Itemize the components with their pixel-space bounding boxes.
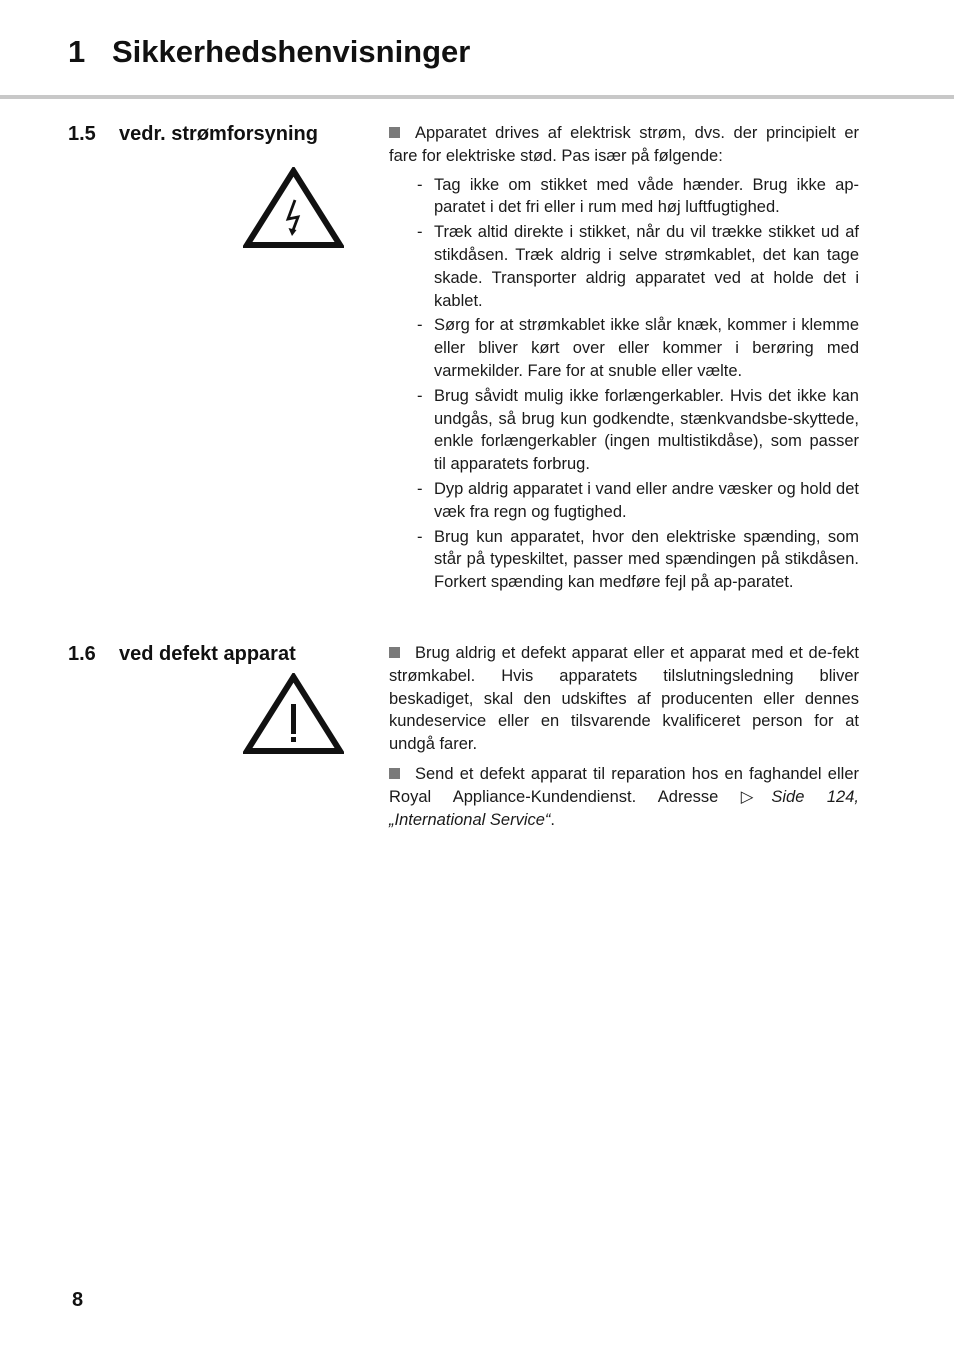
chapter-number: 1 xyxy=(68,34,86,69)
dash-bullet: - xyxy=(417,527,423,546)
chapter-title xyxy=(68,34,470,70)
dash-bullet: - xyxy=(417,223,423,242)
general-warning-icon xyxy=(243,673,344,755)
square-bullet-icon xyxy=(389,768,400,779)
dash-bullet: - xyxy=(417,386,423,405)
list-item-text: Brug kun apparatet, hvor den elektriske spænding, som står på typeskiltet, passer med spændingen på stikdåsen. Forkert spænding kan medføre fejl på ap-paratet. xyxy=(434,527,859,592)
paragraph xyxy=(389,763,859,831)
list-item-text: Tag ikke om stikket med våde hænder. Brug ikke ap-paratet i det fri eller i rum med høj luftfugtighed. xyxy=(434,175,859,217)
chapter-title-text: Sikkerhedshenvisninger xyxy=(112,34,471,69)
square-bullet-icon xyxy=(389,647,400,658)
dash-bullet: - xyxy=(417,479,423,498)
list-item xyxy=(389,314,859,382)
electric-hazard-warning-icon xyxy=(243,167,344,249)
section-heading-1-6 xyxy=(68,643,296,666)
square-bullet-icon xyxy=(389,127,400,138)
sentence-end: . xyxy=(550,810,556,829)
dash-bullet: - xyxy=(417,316,423,335)
section-title: vedr. strømforsyning xyxy=(119,123,318,145)
dash-bullet: - xyxy=(417,175,423,194)
safety-list xyxy=(389,174,859,594)
intro-paragraph xyxy=(389,122,859,168)
list-item xyxy=(389,221,859,312)
section-number: 1.5 xyxy=(68,123,96,145)
section-1-6-body xyxy=(389,642,859,831)
list-item xyxy=(389,526,859,594)
list-item xyxy=(389,478,859,524)
page-number: 8 xyxy=(72,1289,84,1311)
paragraph xyxy=(389,642,859,756)
chapter-header xyxy=(0,0,954,99)
list-item-text: Dyp aldrig apparatet i vand eller andre væsker og hold det væk fra regn og fugtighed. xyxy=(434,479,859,521)
section-heading-1-5 xyxy=(68,123,318,146)
cross-reference-arrow-icon: ▷ xyxy=(740,787,772,806)
list-item-text: Træk altid direkte i stikket, når du vil trække stikket ud af stikdåsen. Træk aldrig i selve strømkablet, det kan tage skade. Transporter aldrig apparatet ved at holde det i kablet. xyxy=(434,223,859,310)
list-item xyxy=(389,385,859,476)
list-item-text: Sørg for at strømkablet ikke slår knæk, kommer i klemme eller bliver kørt over eller kommer i berøring med varmekilder. Fare for at snuble eller vælte. xyxy=(434,316,859,380)
list-item xyxy=(389,174,859,220)
cross-reference-link[interactable]: Side 124, „International Service“ xyxy=(389,787,859,829)
intro-text: Apparatet drives af elektrisk strøm, dvs. der principielt er fare for elektriske stød. Pas især på følgende: xyxy=(389,124,859,165)
section-1-5-body xyxy=(389,122,859,596)
paragraph-text: Brug aldrig et defekt apparat eller et apparat med et de-fekt strømkabel. Hvis apparatets tilslutningsledning bliver beskadiget, skal den udskiftes af producenten eller dennes kundeservice eller en tilsvarende kvalificeret person for at undgå farer. xyxy=(389,644,859,754)
list-item-text: Brug såvidt mulig ikke forlængerkabler. Hvis det ikke kan undgås, så brug kun godkendte, stænkvandsbe-skyttede, enkle forlængerkabler (ingen multistikdåse), som passer til apparatets forbrug. xyxy=(434,386,859,474)
section-number: 1.6 xyxy=(68,643,96,665)
paragraph-text: Send et defekt apparat til reparation hos en faghandel eller Royal Appliance-Kundendienst. Adresse xyxy=(389,764,859,806)
section-title: ved defekt apparat xyxy=(119,643,296,665)
